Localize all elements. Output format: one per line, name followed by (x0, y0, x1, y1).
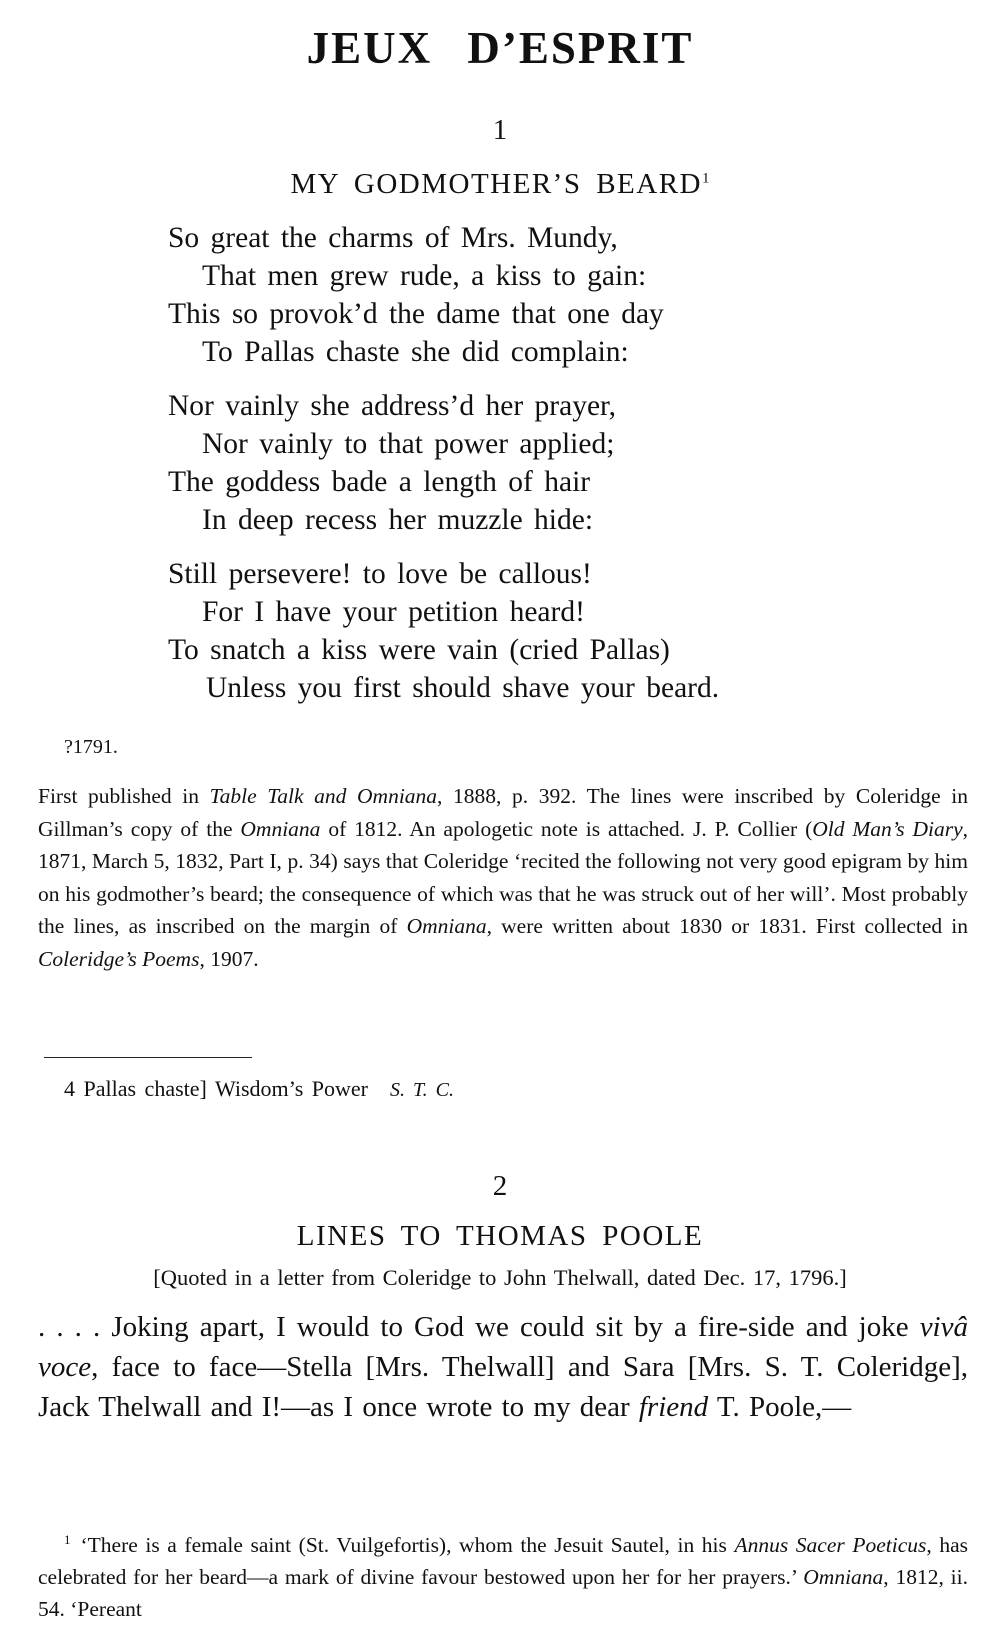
poem-2-number: 2 (492, 1170, 508, 1202)
poem-2-title: LINES TO THOMAS POOLE (296, 1220, 704, 1252)
poem-1-title-text: MY GODMOTHER’S BEARD (290, 168, 702, 200)
footnote-italic: Omniana (803, 1565, 884, 1590)
prose-text: . . . . Joking apart, I would to God we could sit by a fire-side and joke (38, 1311, 920, 1343)
note-italic: Omniana (240, 816, 321, 841)
note-italic: Table Talk and Omniana (209, 784, 438, 808)
verse-line: In deep recess her muzzle hide: (202, 504, 594, 536)
verse-line: Unless you first should shave your beard. (206, 672, 720, 704)
note-text: , 1907. (199, 946, 259, 971)
footnote-mark: 1 (64, 1532, 71, 1547)
verse-line: Nor vainly to that power applied; (202, 428, 615, 460)
note-text: , 1871, March 5, 1832, Part I, p. 34) says that Coleridge ‘recited the following not very good epigram by him on his godmother’s beard; the consequence of which was that he was struck out of her will’. Most probably the lines, as inscribed on the margin of (38, 816, 968, 938)
variant-text: 4 Pallas chaste] Wisdom’s Power (64, 1076, 369, 1101)
letter-excerpt (38, 1307, 968, 1427)
note-text: of 1812. An apologetic note is attached. J. P. Collier ( (320, 816, 813, 841)
verse-line: That men grew rude, a kiss to gain: (202, 260, 647, 292)
verse-line: For I have your petition heard! (202, 596, 585, 628)
verse-line: This so provok’d the dame that one day (168, 298, 664, 330)
variant-signature: S. T. C. (390, 1079, 454, 1101)
footnote-text: , 1812, ii. 54. ‘Pereant (38, 1565, 968, 1622)
variant-reading (64, 1076, 454, 1102)
footnote-text: ‘There is a female saint (St. Vuilgefortis), whom the Jesuit Sautel, in his (80, 1533, 735, 1558)
poem-1-date: ?1791. (64, 736, 118, 758)
editorial-note (38, 780, 968, 975)
poem-1-title (0, 168, 1000, 201)
prose-italic: friend (638, 1391, 709, 1423)
note-italic: Coleridge’s Poems (38, 946, 200, 971)
note-text: , 1888, p. 392. The lines were inscribed by Coleridge in Gillman’s copy of the (38, 784, 969, 841)
prose-text: , face to face—Stella [Mrs. Thelwall] and Sara [Mrs. S. T. Coleridge], Jack Thelwall and I!—as I once wrote to my dear (38, 1351, 968, 1423)
note-text: , were written about 1830 or 1831. First collected in (486, 914, 969, 938)
footnote (38, 1524, 968, 1625)
divider (44, 1057, 252, 1058)
prose-text: T. Poole,— (708, 1391, 852, 1423)
verse-line: To Pallas chaste she did complain: (202, 336, 629, 368)
prose-italic: vivâ voce (38, 1311, 968, 1383)
verse-line: The goddess bade a length of hair (168, 466, 591, 498)
verse-line: Nor vainly she address’d her prayer, (168, 390, 617, 422)
footnote-reference: 1 (702, 170, 710, 187)
source-note: [Quoted in a letter from Coleridge to John Thelwall, dated Dec. 17, 1796.] (153, 1265, 847, 1290)
footnote-text: , has celebrated for her beard—a mark of divine favour bestowed upon her for her prayers.’ (38, 1533, 968, 1590)
poem-1-number: 1 (492, 114, 508, 146)
page-title: JEUX D’ESPRIT (306, 23, 694, 73)
verse-line: Still persevere! to love be callous! (168, 558, 592, 590)
note-italic: Old Man’s Diary (812, 816, 963, 841)
note-italic: Omniana (406, 914, 487, 938)
note-text: First published in (38, 784, 210, 808)
verse-line: So great the charms of Mrs. Mundy, (168, 222, 618, 254)
verse-line: To snatch a kiss were vain (cried Pallas) (168, 634, 670, 666)
footnote-italic: Annus Sacer Poeticus (734, 1533, 927, 1558)
